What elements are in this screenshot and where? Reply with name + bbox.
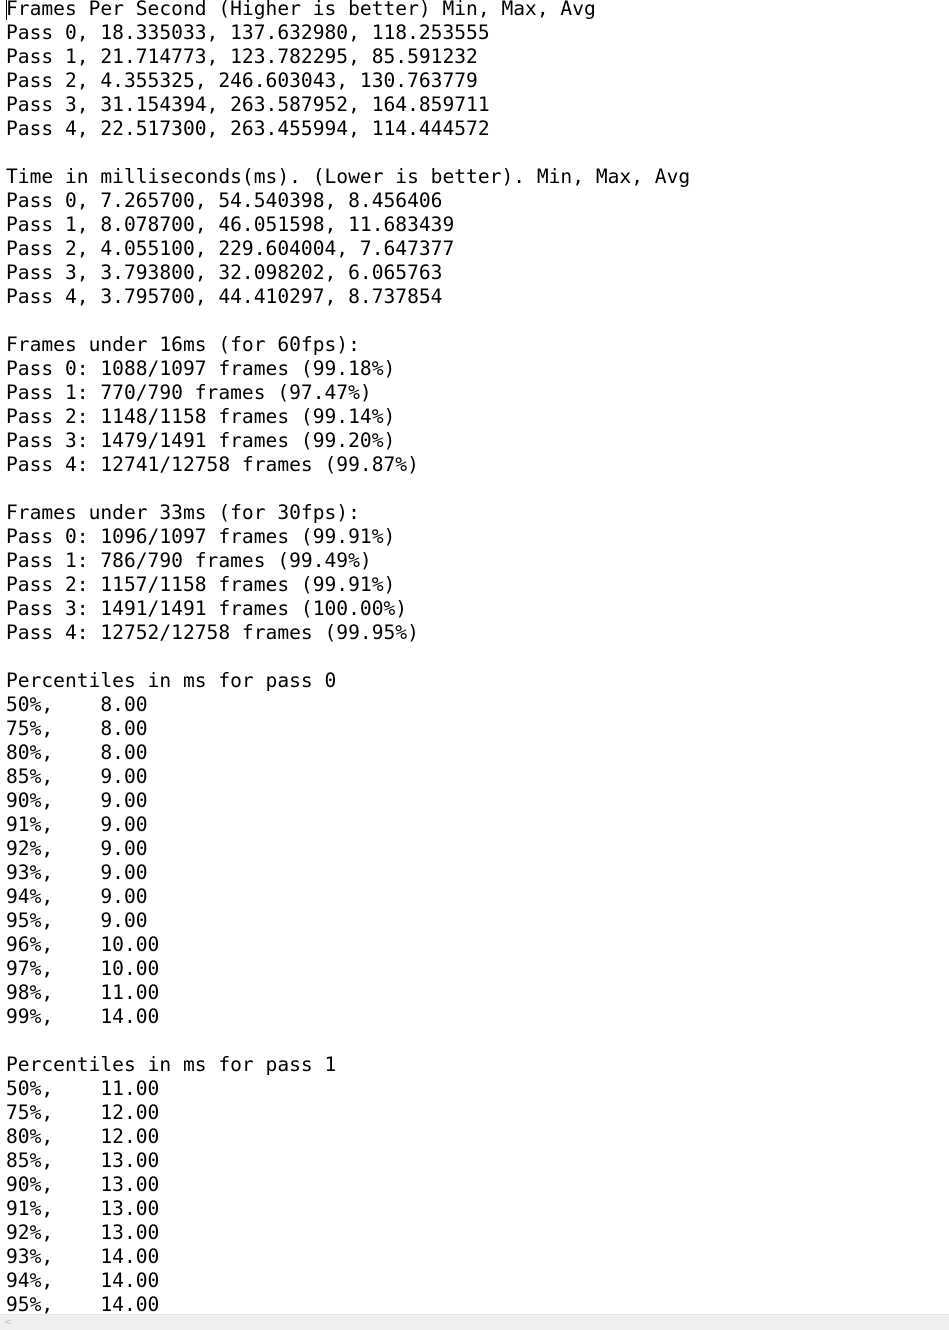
text-line: Pass 3: 1479/1491 frames (99.20%) bbox=[6, 429, 396, 452]
text-line: Pass 4: 12741/12758 frames (99.87%) bbox=[6, 453, 419, 476]
text-line: 90%, 9.00 bbox=[6, 789, 148, 812]
text-line: 91%, 13.00 bbox=[6, 1197, 160, 1220]
text-line: 75%, 12.00 bbox=[6, 1101, 160, 1124]
text-line bbox=[6, 477, 949, 501]
text-line: Pass 2: 1148/1158 frames (99.14%) bbox=[6, 405, 396, 428]
text-line: 95%, 9.00 bbox=[6, 909, 148, 932]
text-line: Pass 1: 786/790 frames (99.49%) bbox=[6, 549, 372, 572]
text-line: Percentiles in ms for pass 0 bbox=[6, 669, 337, 692]
text-line: Pass 0: 1096/1097 frames (99.91%) bbox=[6, 525, 396, 548]
text-line: 99%, 14.00 bbox=[6, 1005, 160, 1028]
text-line: 85%, 9.00 bbox=[6, 765, 148, 788]
text-line: Frames Per Second (Higher is better) Min, Max, Avg bbox=[6, 0, 596, 20]
text-line: Pass 1, 8.078700, 46.051598, 11.683439 bbox=[6, 213, 455, 236]
text-line: Pass 2: 1157/1158 frames (99.91%) bbox=[6, 573, 396, 596]
text-line: 80%, 12.00 bbox=[6, 1125, 160, 1148]
text-line: Pass 3, 3.793800, 32.098202, 6.065763 bbox=[6, 261, 443, 284]
text-line: Pass 1: 770/790 frames (97.47%) bbox=[6, 381, 372, 404]
text-line: 94%, 9.00 bbox=[6, 885, 148, 908]
text-line: 98%, 11.00 bbox=[6, 981, 160, 1004]
text-line: 92%, 9.00 bbox=[6, 837, 148, 860]
text-line: 75%, 8.00 bbox=[6, 717, 148, 740]
text-line: 80%, 8.00 bbox=[6, 741, 148, 764]
text-line: 96%, 10.00 bbox=[6, 933, 160, 956]
text-line: Pass 0, 18.335033, 137.632980, 118.253555 bbox=[6, 21, 490, 44]
text-line bbox=[6, 309, 949, 333]
text-line: Percentiles in ms for pass 1 bbox=[6, 1053, 337, 1076]
text-line: 92%, 13.00 bbox=[6, 1221, 160, 1244]
text-line: Pass 2, 4.355325, 246.603043, 130.763779 bbox=[6, 69, 478, 92]
text-line bbox=[6, 141, 949, 165]
text-line: Pass 4: 12752/12758 frames (99.95%) bbox=[6, 621, 419, 644]
text-line: 93%, 14.00 bbox=[6, 1245, 160, 1268]
text-line: Frames under 33ms (for 30fps): bbox=[6, 501, 360, 524]
text-line: 95%, 14.00 bbox=[6, 1293, 160, 1314]
document-text[interactable] bbox=[6, 0, 949, 1314]
text-line: 91%, 9.00 bbox=[6, 813, 148, 836]
text-line: Time in milliseconds(ms). (Lower is better). Min, Max, Avg bbox=[6, 165, 691, 188]
text-line: 90%, 13.00 bbox=[6, 1173, 160, 1196]
horizontal-scrollbar[interactable] bbox=[0, 1314, 949, 1330]
text-line: 50%, 8.00 bbox=[6, 693, 148, 716]
text-line: Pass 3, 31.154394, 263.587952, 164.859711 bbox=[6, 93, 490, 116]
text-line: 93%, 9.00 bbox=[6, 861, 148, 884]
text-line bbox=[6, 1029, 949, 1053]
text-line: 97%, 10.00 bbox=[6, 957, 160, 980]
text-line: Pass 4, 22.517300, 263.455994, 114.444572 bbox=[6, 117, 490, 140]
text-line: Frames under 16ms (for 60fps): bbox=[6, 333, 360, 356]
text-line: Pass 3: 1491/1491 frames (100.00%) bbox=[6, 597, 408, 620]
text-line bbox=[6, 645, 949, 669]
chevron-left-icon[interactable]: < bbox=[3, 1317, 13, 1328]
text-line: Pass 0, 7.265700, 54.540398, 8.456406 bbox=[6, 189, 443, 212]
text-line: Pass 1, 21.714773, 123.782295, 85.591232 bbox=[6, 45, 478, 68]
text-line: 94%, 14.00 bbox=[6, 1269, 160, 1292]
text-line: 85%, 13.00 bbox=[6, 1149, 160, 1172]
text-line: Pass 2, 4.055100, 229.604004, 7.647377 bbox=[6, 237, 455, 260]
text-line: 50%, 11.00 bbox=[6, 1077, 160, 1100]
text-line: Pass 0: 1088/1097 frames (99.18%) bbox=[6, 357, 396, 380]
text-line: Pass 4, 3.795700, 44.410297, 8.737854 bbox=[6, 285, 443, 308]
